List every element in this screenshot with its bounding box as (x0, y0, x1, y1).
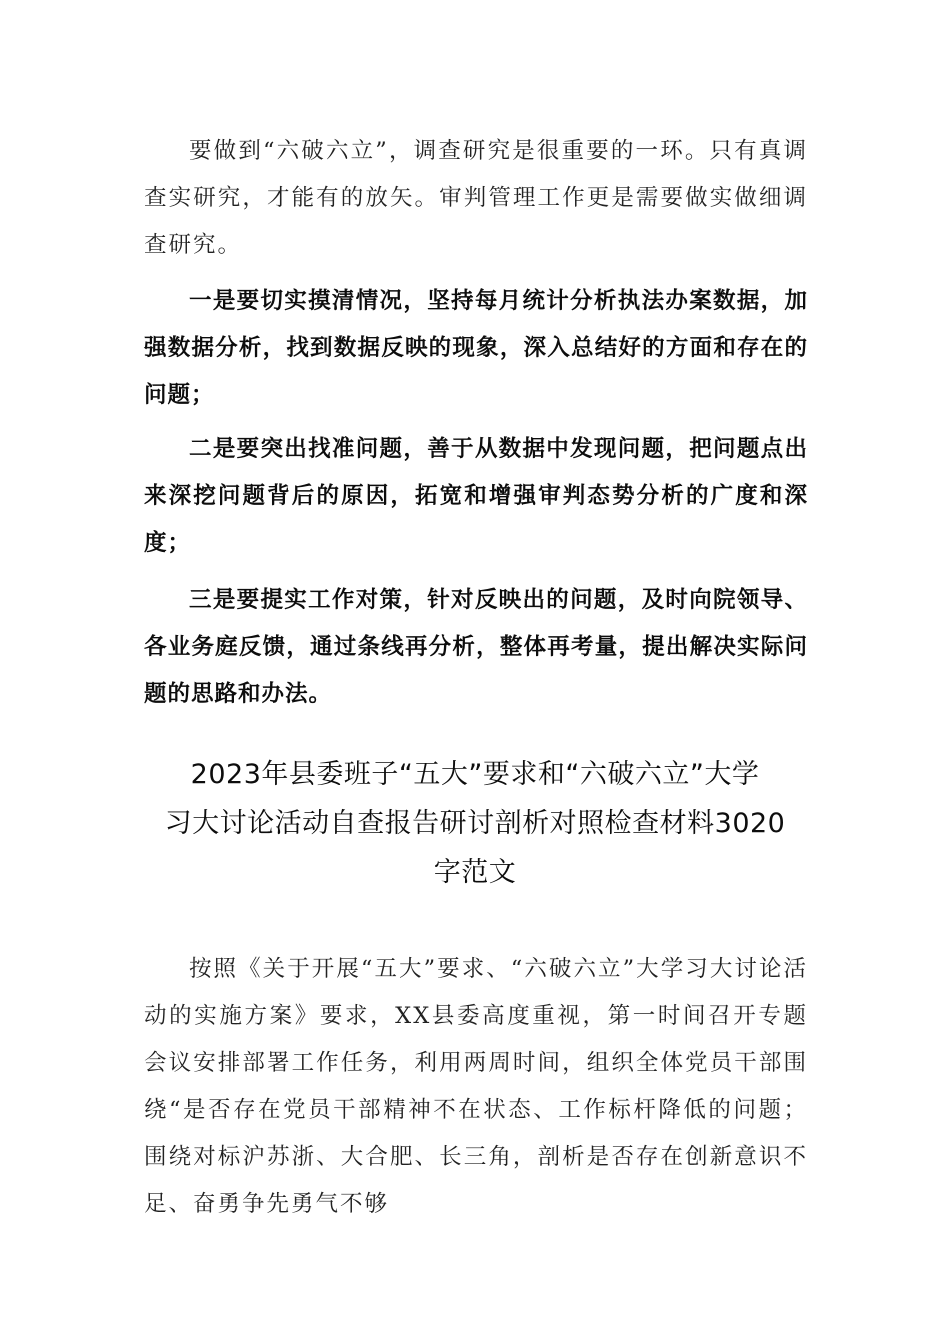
body-paragraph: 按照《关于开展“五大”要求、“六破六立”大学习大讨论活动的实施方案》要求，XX县委高度重视，第一时间召开专题会议安排部署工作任务，利用两周时间，组织全体党员干部围绕“是否存在党员干部精神不在状态、工作标杆降低的问题；围绕对标沪苏浙、大合肥、长三角，剖析是否存在创新意识不足、奋勇争先勇气不够 (144, 956, 808, 1217)
title-line-3: 字范文 (433, 857, 517, 888)
title-line-2: 习大讨论活动自查报告研讨剖析对照检查材料3020 (164, 808, 786, 839)
intro-paragraph: 要做到“六破六立”，调查研究是很重要的一环。只有真调查实研究，才能有的放矢。审判管理工作更是需要做实做细调查研究。 (144, 138, 808, 258)
point-three-paragraph: 三是要提实工作对策，针对反映出的问题，及时向院领导、各业务庭反馈，通过条线再分析，整体再考量，提出解决实际问题的思路和办法。 (144, 587, 808, 707)
title-line-1: 2023年县委班子“五大”要求和“六破六立”大学 (190, 759, 760, 790)
document-title (120, 750, 830, 897)
point-two-paragraph: 二是要突出找准问题，善于从数据中发现问题，把问题点出来深挖问题背后的原因，拓宽和增强审判态势分析的广度和深度； (144, 436, 808, 556)
point-one-paragraph: 一是要切实摸清情况，坚持每月统计分析执法办案数据，加强数据分析，找到数据反映的现象，深入总结好的方面和存在的问题； (144, 288, 808, 408)
